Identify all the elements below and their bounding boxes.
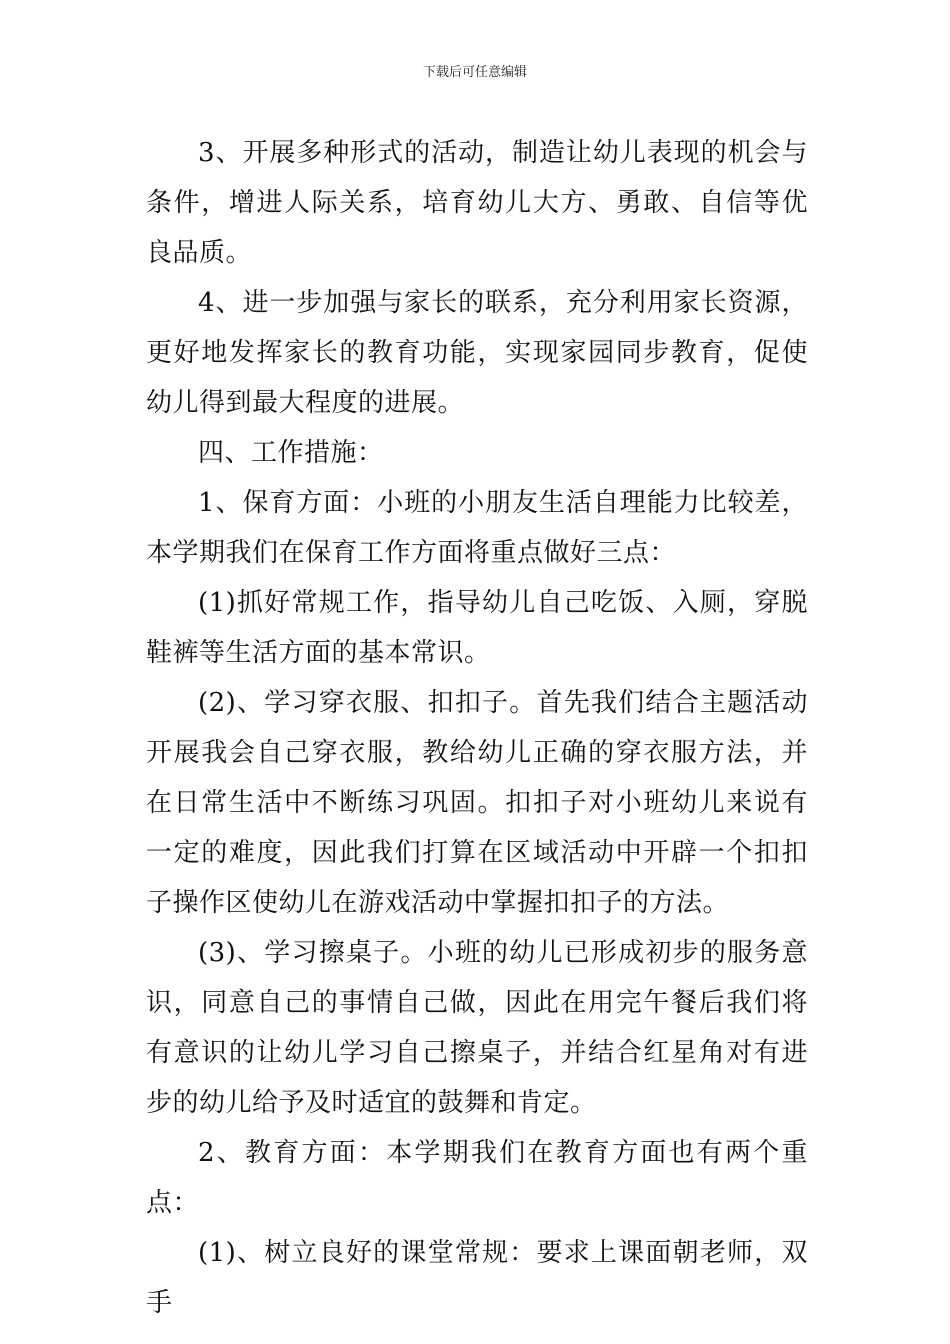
paragraph-care-item-1: (1)抓好常规工作，指导幼儿自己吃饭、入厕，穿脱鞋裤等生活方面的基本常识。 [146,588,808,668]
paragraph-care: 1、保育方面：小班的小朋友生活自理能力比较差，本学期我们在保育工作方面将重点做好三点： [146,488,808,568]
page-header: 下载后可任意编辑 [422,65,527,80]
section-heading-measures: 四、工作措施： [198,438,384,468]
document-body [146,128,808,1328]
paragraph-education-item-1: (1)、树立良好的课堂常规：要求上课面朝老师，双手 [146,1238,808,1318]
paragraph-education: 2、教育方面：本学期我们在教育方面也有两个重点： [146,1138,808,1218]
paragraph-care-item-3: (3)、学习擦桌子。小班的幼儿已形成初步的服务意识，同意自己的事情自己做，因此在用完午餐后我们将有意识的让幼儿学习自己擦桌子，并结合红星角对有进步的幼儿给予及时适宜的鼓舞和肯定。 [146,938,808,1118]
paragraph-goal-4: 4、进一步加强与家长的联系，充分利用家长资源，更好地发挥家长的教育功能，实现家园同步教育，促使幼儿得到最大程度的进展。 [146,288,808,418]
paragraph-goal-3: 3、开展多种形式的活动，制造让幼儿表现的机会与条件，增进人际关系，培育幼儿大方、勇敢、自信等优良品质。 [146,138,808,268]
paragraph-care-item-2: (2)、学习穿衣服、扣扣子。首先我们结合主题活动开展我会自己穿衣服，教给幼儿正确的穿衣服方法，并在日常生活中不断练习巩固。扣扣子对小班幼儿来说有一定的难度，因此我们打算在区域活动中开辟一个扣扣子操作区使幼儿在游戏活动中掌握扣扣子的方法。 [146,688,808,918]
